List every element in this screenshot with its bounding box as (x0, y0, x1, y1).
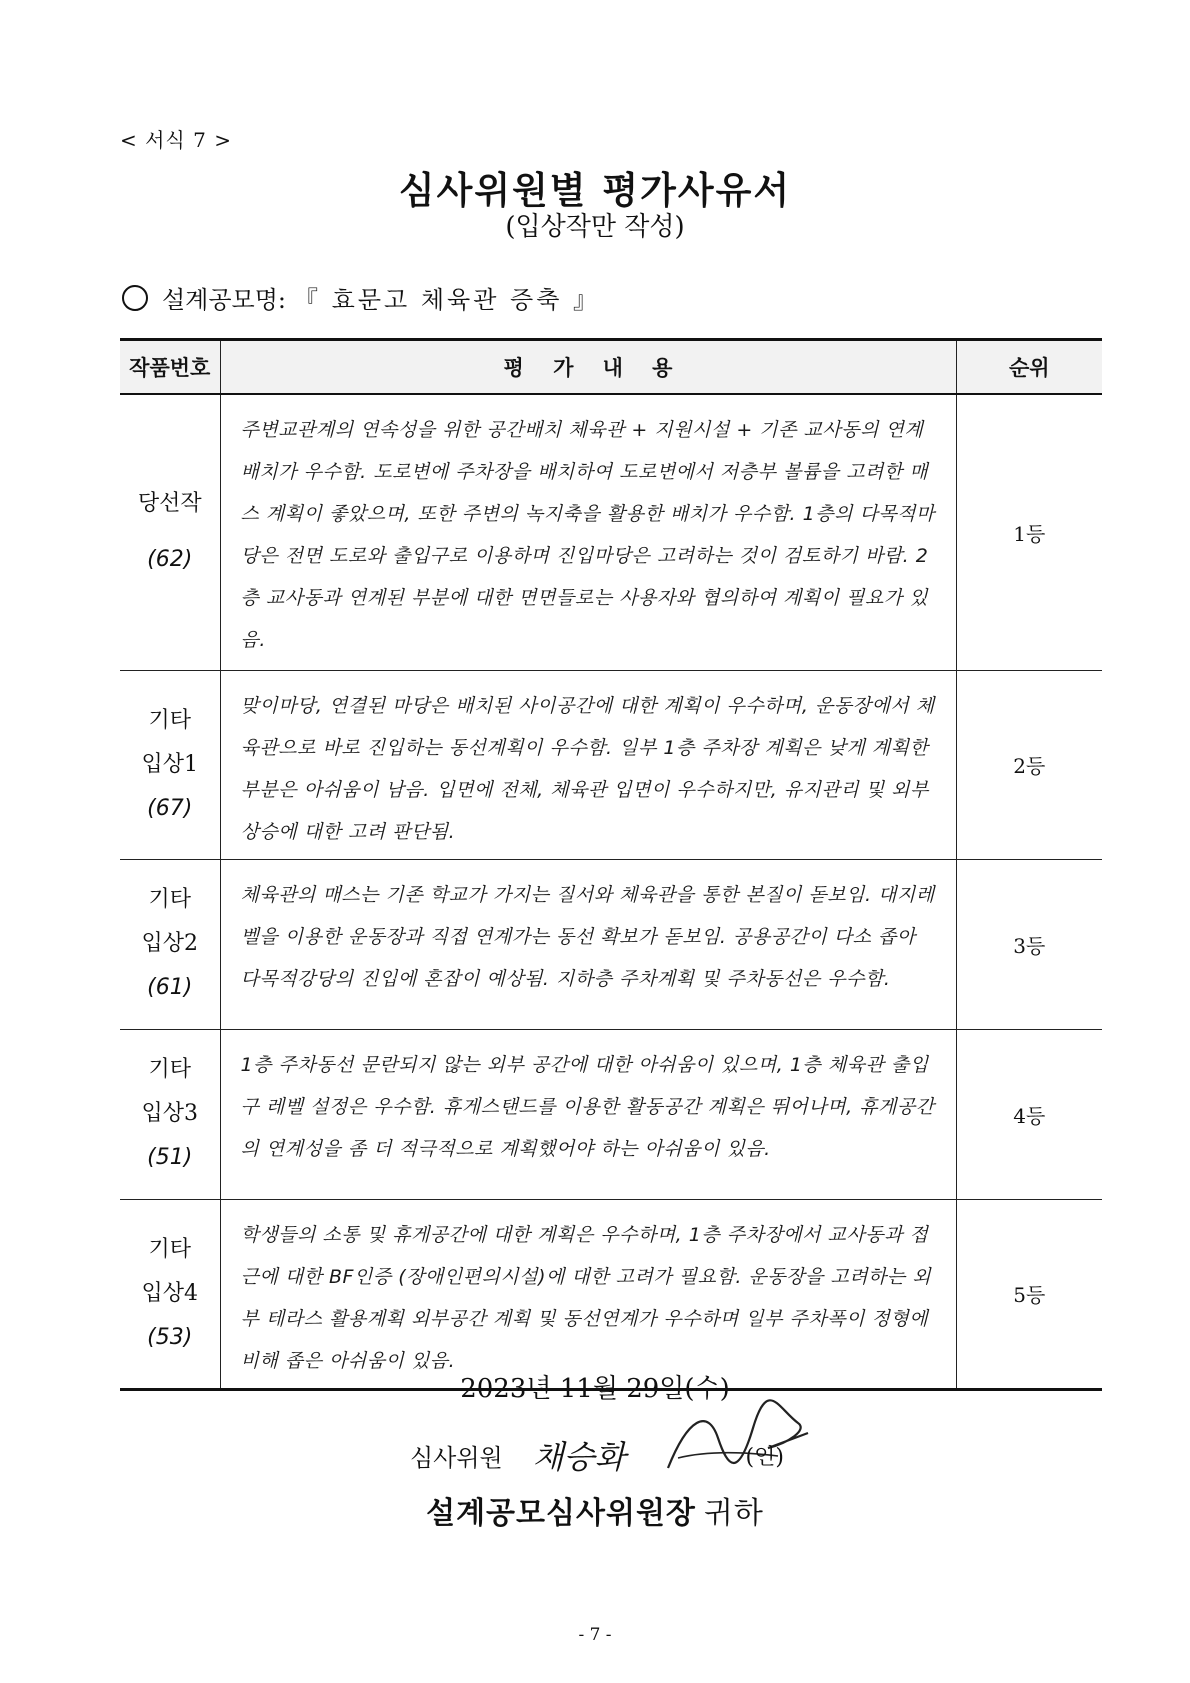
contest-line (122, 280, 600, 315)
circle-bullet-icon (122, 285, 148, 311)
table-row (120, 1199, 1102, 1389)
page-subtitle: (입상작만 작성) (505, 212, 685, 242)
entry-type: 당선작 (137, 491, 202, 517)
form-number: < 서식 7 > (120, 128, 232, 152)
judge-label: 심사위원 (410, 1443, 503, 1472)
entry-number: 입상4 (141, 1280, 198, 1306)
entry-number: 입상1 (141, 751, 198, 777)
entry-label (120, 394, 220, 670)
rank-value: 3등 (956, 859, 1102, 1029)
entry-type: 기타 (148, 887, 191, 912)
document-date: 2023년 11월 29일(수) (460, 1374, 730, 1404)
entry-number: 입상3 (141, 1101, 198, 1126)
page-title: 심사위원별 평가사유서 (398, 168, 792, 212)
contest-name: 『 효문고 체육관 증축 』 (294, 286, 601, 314)
entry-label (120, 1029, 220, 1199)
entry-score: (53) (147, 1324, 193, 1350)
evaluation-content: 1층 주차동선 문란되지 않는 외부 공간에 대한 아쉬움이 있으며, 1층 체육관 출입구 레벨 설정은 우수함. 휴게스탠드를 이용한 활동공간 계획은 뛰어나며, 휴게공간의 연계성을 좀 더 적극적으로 계획했어야 하는 아쉬움이 있음. (220, 1029, 956, 1199)
column-header-rank: 순위 (956, 340, 1102, 395)
entry-type: 기타 (148, 707, 191, 733)
recipient-title: 설계공모심사위원장 (426, 1496, 696, 1531)
judge-name: 채승화 (532, 1438, 626, 1476)
column-header-content: 평 가 내 용 (220, 340, 956, 395)
rank-value: 4등 (956, 1029, 1102, 1199)
judge-line (410, 1432, 784, 1478)
page-number: - 7 - (578, 1625, 612, 1645)
entry-label (120, 670, 220, 859)
entry-type: 기타 (148, 1057, 191, 1082)
table-row (120, 1029, 1102, 1199)
entry-label (120, 1199, 220, 1389)
rank-value: 1등 (956, 394, 1102, 670)
entry-score: (61) (147, 975, 193, 1000)
table-row (120, 394, 1102, 670)
evaluation-content: 맞이마당, 연결된 마당은 배치된 사이공간에 대한 계획이 우수하며, 운동장에서 체육관으로 바로 진입하는 동선계획이 우수함. 일부 1층 주차장 계획은 낮게 계획한 부분은 아쉬움이 남음. 입면에 전체, 체육관 입면이 우수하지만, 유지관리 및 외부 상승에 대한 고려 판단됨. (220, 670, 956, 859)
entry-score: (62) (147, 547, 193, 573)
table-row (120, 859, 1102, 1029)
judge-stamp: (인) (745, 1444, 784, 1470)
entry-score: (67) (147, 795, 193, 821)
entry-type: 기타 (148, 1236, 191, 1262)
entry-label (120, 859, 220, 1029)
entry-number: 입상2 (141, 931, 198, 956)
column-header-entry-no: 작품번호 (120, 340, 220, 395)
table-row (120, 670, 1102, 859)
evaluation-content: 학생들의 소통 및 휴게공간에 대한 계획은 우수하며, 1층 주차장에서 교사동과 접근에 대한 BF인증 (장애인편의시설)에 대한 고려가 필요함. 운동장을 고려하는 외부 테라스 활용계획 외부공간 계획 및 동선연계가 우수하며 일부 주차폭이 정형에 비해 좁은 아쉬움이 있음. (220, 1199, 956, 1389)
recipient-suffix: 귀하 (703, 1496, 764, 1531)
entry-score: (51) (147, 1145, 193, 1170)
contest-label: 설계공모명: (162, 286, 287, 314)
evaluation-content: 주변교관계의 연속성을 위한 공간배치 체육관 + 지원시설 + 기존 교사동의 연계배치가 우수함. 도로변에 주차장을 배치하여 도로변에서 저층부 볼륨을 고려한 매스 계획이 좋았으며, 또한 주변의 녹지축을 활용한 배치가 우수함. 1층의 다목적마당은 전면 도로와 출입구로 이용하며 진입마당은 고려하는 것이 검토하기 바람. 2층 교사동과 연계된 부분에 대한 면면들로는 사용자와 협의하여 계획이 필요가 있음. (220, 394, 956, 670)
evaluation-table (120, 338, 1102, 1391)
table-header-row (120, 340, 1102, 395)
evaluation-content: 체육관의 매스는 기존 학교가 가지는 질서와 체육관을 통한 본질이 돋보임. 대지레벨을 이용한 운동장과 직접 연계가는 동선 확보가 돋보임. 공용공간이 다소 좁아 다목적강당의 진입에 혼잡이 예상됨. 지하층 주차계획 및 주차동선은 우수함. (220, 859, 956, 1029)
rank-value: 2등 (956, 670, 1102, 859)
recipient-line (0, 1488, 1190, 1532)
rank-value: 5등 (956, 1199, 1102, 1389)
